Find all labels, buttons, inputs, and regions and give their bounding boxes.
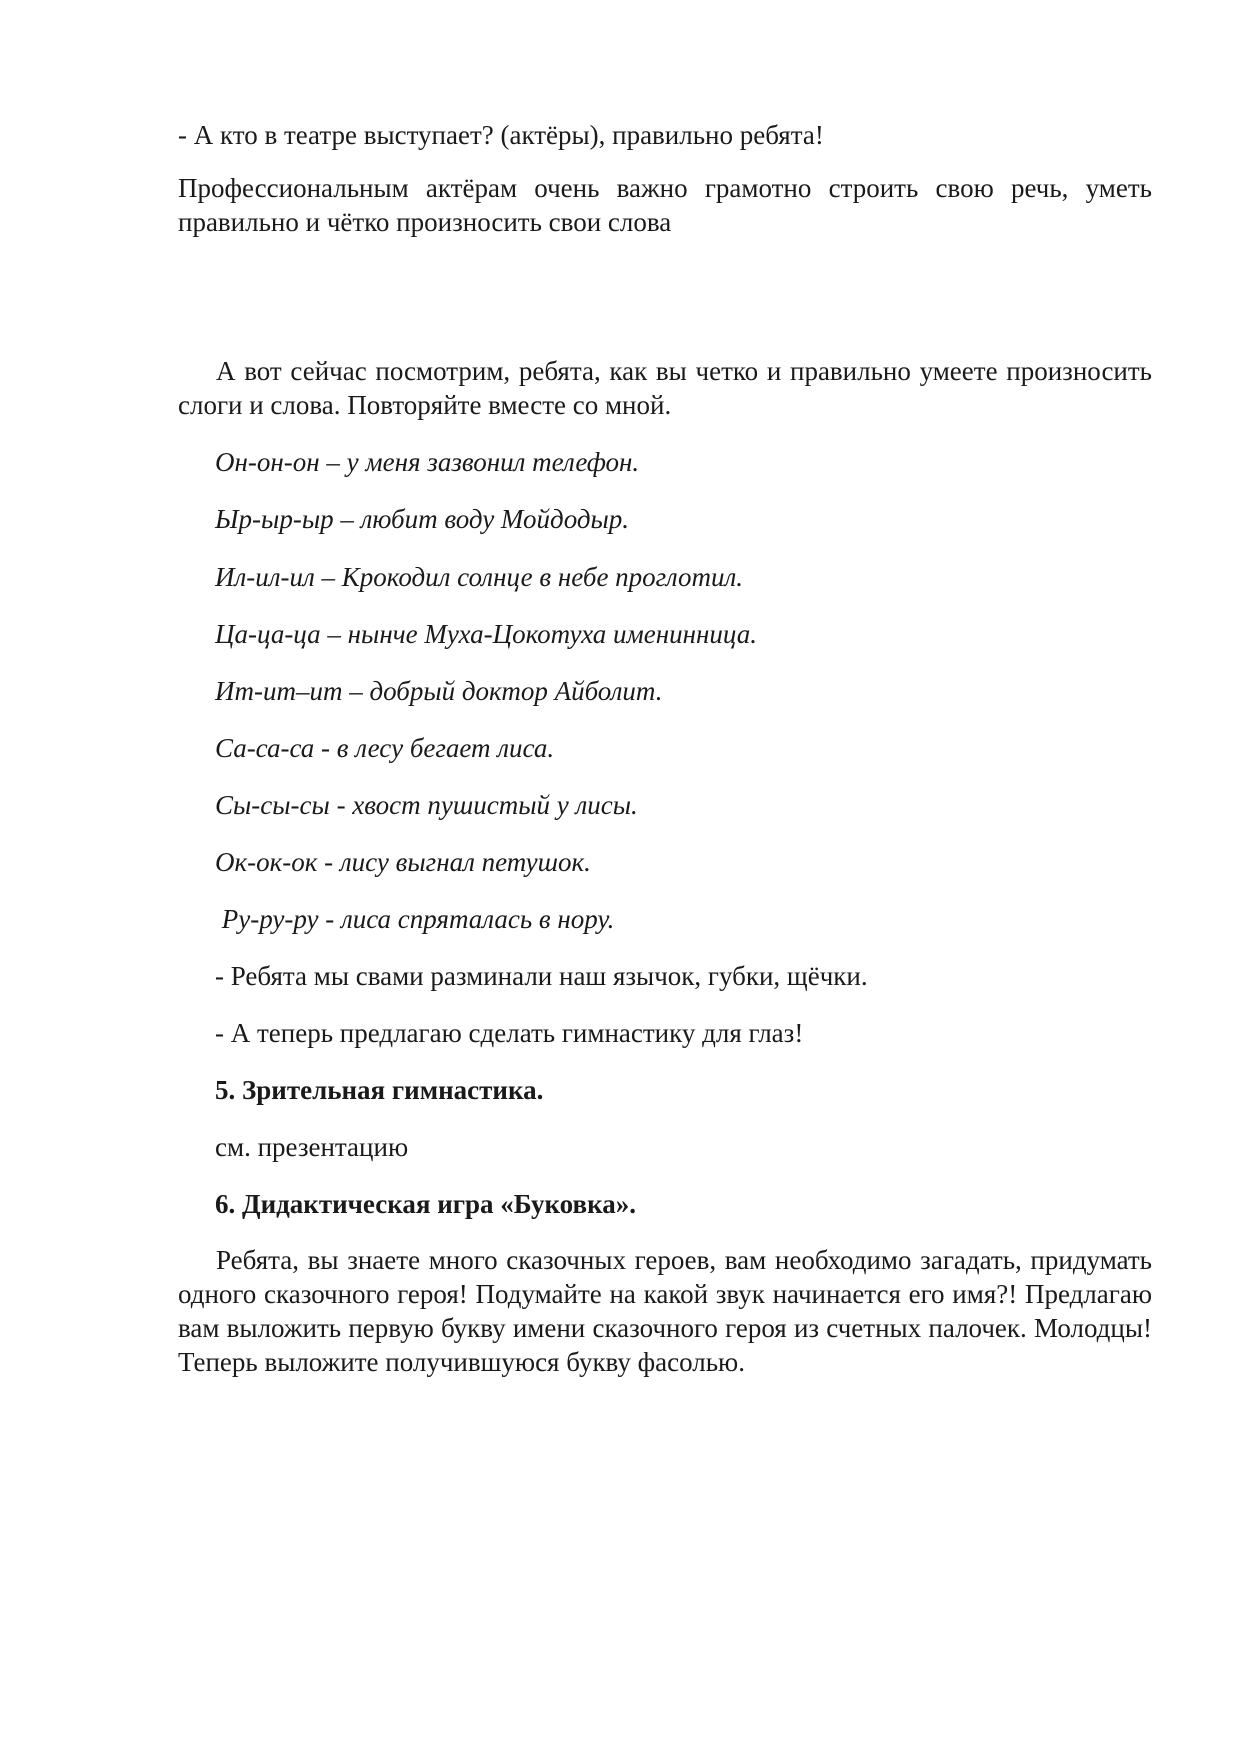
- section-5-text: см. презентацию: [215, 1132, 409, 1162]
- verse-line: Он-он-он – у меня зазвонил телефон.: [215, 447, 640, 477]
- verse-line: Ок-ок-ок - лису выгнал петушок.: [215, 847, 591, 877]
- actors-paragraph: Профессиональным актёрам очень важно грамотно строить свою речь, уметь правильно и чётко произносить свои слова: [178, 173, 1152, 237]
- warmup-note: - Ребята мы свами разминали наш язычок, губки, щёчки.: [215, 961, 868, 991]
- eye-gym-offer: - А теперь предлагаю сделать гимнастику для глаз!: [215, 1018, 804, 1048]
- exercise-intro-paragraph: А вот сейчас посмотрим, ребята, как вы четко и правильно умеете произносить слоги и слова. Повторяйте вместе со мной.: [178, 356, 1152, 420]
- verse-line: Са-са-са - в лесу бегает лиса.: [215, 733, 555, 763]
- section-5-heading: 5. Зрительная гимнастика.: [215, 1075, 544, 1105]
- verse-line: Сы-сы-сы - хвост пушистый у лисы.: [215, 790, 638, 820]
- verse-line: Ил-ил-ил – Крокодил солнце в небе проглотил.: [215, 562, 743, 592]
- section-6-paragraph: Ребята, вы знаете много сказочных героев, вам необходимо загадать, придумать одного сказочного героя! Подумайте на какой звук начинается его имя?! Предлагаю вам выложить первую букву имени сказочного героя из счетных палочек. Молодцы! Теперь выложите получившуюся букву фасолью.: [178, 1245, 1152, 1377]
- verse-line: Ыр-ыр-ыр – любит воду Мойдодыр.: [215, 504, 630, 534]
- verse-line: Ру-ру-ру - лиса спряталась в нору.: [215, 904, 615, 934]
- verse-line: Ит-ит–ит – добрый доктор Айболит.: [215, 676, 663, 706]
- intro-question: - А кто в театре выступает? (актёры), правильно ребята!: [178, 120, 824, 150]
- verse-line: Ца-ца-ца – нынче Муха-Цокотуха именинница.: [215, 619, 757, 649]
- section-6-heading: 6. Дидактическая игра «Буковка».: [215, 1189, 636, 1219]
